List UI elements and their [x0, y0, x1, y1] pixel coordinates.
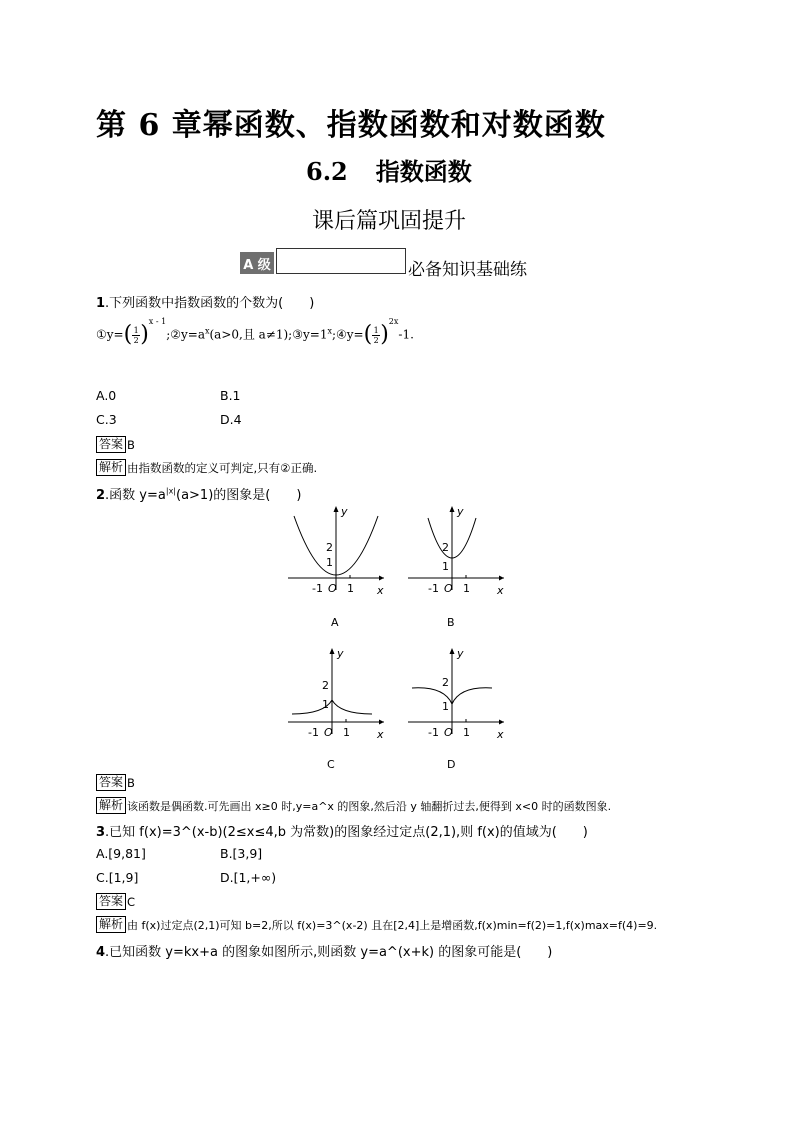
x-label: x	[497, 728, 504, 741]
y-arrow	[450, 648, 455, 654]
page-subtitle: 课后篇巩固提升	[312, 209, 467, 234]
origin-label: O	[328, 582, 337, 595]
q3-analysis	[96, 916, 657, 933]
analysis-tag: 解析	[96, 459, 126, 476]
q2-number: 2	[96, 488, 106, 503]
q3-option-c: C.[1,9]	[96, 870, 139, 885]
x-arrow	[379, 720, 384, 725]
origin-label: O	[324, 726, 333, 739]
q1-number: 1	[96, 296, 106, 311]
q1-p2: ;②y=a	[166, 327, 205, 342]
x-arrow	[499, 720, 504, 725]
q4-stem	[96, 941, 552, 960]
answer-tag: 答案	[96, 774, 126, 791]
q1-frac1-den: 2	[133, 335, 139, 345]
q1-p2-rest: (a>0,且 a≠1);③y=1	[209, 327, 328, 342]
section-heading	[306, 152, 472, 187]
y-arrow	[450, 506, 455, 512]
q2-analysis-text: 该函数是偶函数.可先画出 x≥0 时,y=a^x 的图象,然后沿 y 轴翻折过去,便得到 x<0 时的函数图象.	[127, 799, 612, 813]
q1-p3-rest: ;④y=	[331, 327, 364, 342]
x-label: x	[497, 584, 504, 597]
q1-option-d: D.4	[220, 412, 242, 427]
q2-graph-a	[280, 502, 390, 630]
section-title: 指数函数	[375, 157, 472, 186]
x-tick-1: 1	[347, 582, 354, 595]
chapter-title: 第 6 章幂函数、指数函数和对数函数	[96, 108, 606, 143]
q1-fraction-1	[132, 326, 140, 345]
x-tick-1: 1	[343, 726, 350, 739]
level-header	[240, 248, 527, 280]
y-tick-1: 1	[442, 700, 449, 713]
q2-stem	[96, 484, 301, 503]
graph-label: A	[331, 616, 339, 629]
q1-p4-rest: -1.	[398, 327, 414, 342]
q1-frac2-den: 2	[373, 335, 379, 345]
q2-analysis	[96, 797, 611, 814]
graph-label: D	[447, 758, 456, 771]
y-tick-1: 1	[326, 556, 333, 569]
q3-number: 3	[96, 825, 106, 840]
y-label: y	[457, 505, 464, 518]
q1-option-b: B.1	[220, 388, 241, 403]
y-label: y	[457, 647, 464, 660]
q1-p4-exp: 2x	[388, 316, 399, 326]
curve-right	[452, 688, 492, 704]
q2-answer-value: B	[127, 775, 135, 790]
origin-label: O	[444, 582, 453, 595]
q3-answer	[96, 893, 135, 910]
q1-frac1-num: 1	[133, 325, 139, 335]
y-tick-1: 1	[442, 560, 449, 573]
y-tick-2: 2	[442, 541, 449, 554]
q3-option-d: D.[1,+∞)	[220, 870, 277, 885]
curve-right	[332, 700, 372, 714]
y-tick-2: 2	[442, 676, 449, 689]
level-title: 必备知识基础练	[408, 260, 527, 280]
y-arrow	[330, 648, 335, 654]
q1-answer-value: B	[127, 437, 135, 452]
q4-number: 4	[96, 945, 106, 960]
q1-option-a: A.0	[96, 388, 117, 403]
x-tick-neg1: -1	[428, 582, 439, 595]
q1-analysis-text: 由指数函数的定义可判定,只有②正确.	[127, 460, 318, 475]
q2-graph-b	[400, 502, 510, 630]
q2-stem-exp: |x|	[165, 486, 176, 496]
section-number: 6.2	[306, 157, 348, 186]
graph-label: B	[447, 616, 455, 629]
graph-label: C	[327, 758, 335, 771]
x-arrow	[499, 576, 504, 581]
x-label: x	[377, 584, 384, 597]
q1-option-c: C.3	[96, 412, 117, 427]
y-tick-2: 2	[326, 541, 333, 554]
q1-frac2-num: 1	[373, 325, 379, 335]
q3-stem-text: .已知 f(x)=3^(x-b)(2≤x≤4,b 为常数)的图象经过定点(2,1),则 f(x)的值域为( )	[105, 825, 588, 840]
analysis-tag: 解析	[96, 916, 126, 933]
level-blank-box	[276, 248, 406, 274]
q1-analysis	[96, 459, 317, 476]
q2-answer	[96, 774, 135, 791]
y-label: y	[341, 505, 348, 518]
q4-stem-text: .已知函数 y=kx+a 的图象如图所示,则函数 y=a^(x+k) 的图象可能是( )	[105, 945, 553, 960]
y-arrow	[334, 506, 339, 512]
x-tick-1: 1	[463, 582, 470, 595]
level-badge: A 级	[240, 252, 274, 274]
q3-stem	[96, 821, 588, 840]
q2-graph-c	[280, 644, 390, 772]
q3-answer-value: C	[127, 894, 136, 909]
y-tick-2: 2	[322, 679, 329, 692]
q3-option-a: A.[9,81]	[96, 846, 146, 861]
x-label: x	[377, 728, 384, 741]
origin-label: O	[444, 726, 453, 739]
x-tick-neg1: -1	[312, 582, 323, 595]
x-tick-neg1: -1	[428, 726, 439, 739]
y-tick-1: 1	[322, 698, 329, 711]
q1-mark-1: ①	[96, 327, 107, 342]
answer-tag: 答案	[96, 436, 126, 453]
q2-graph-d	[400, 644, 510, 772]
q3-option-b: B.[3,9]	[220, 846, 263, 861]
q1-formula: ①y=( $\frac{1}{2}$ )$^{x - 1};②y=a^x(a>0$,且 $a\ne 1);③y=1^x;④y=$( $\frac{1}{2}$ )$^{2x}$-1.	[96, 316, 414, 347]
q1-stem	[96, 292, 314, 311]
q1-p1-lhs: y=	[106, 327, 124, 342]
q3-analysis-text: 由 f(x)过定点(2,1)可知 b=2,所以 f(x)=3^(x-2) 且在[2,4]上是增函数,f(x)min=f(2)=1,f(x)max=f(4)=9.	[127, 918, 658, 932]
q1-p1-exp: x - 1	[148, 316, 167, 326]
q1-answer	[96, 436, 135, 453]
analysis-tag: 解析	[96, 797, 126, 814]
q1-p3-exp: x	[327, 326, 332, 336]
answer-tag: 答案	[96, 893, 126, 910]
q2-stem-rest: (a>1)的图象是( )	[176, 488, 302, 503]
x-tick-neg1: -1	[308, 726, 319, 739]
q2-stem-text: .函数 y=a	[105, 488, 166, 503]
q1-p2-exp: x	[204, 326, 210, 336]
x-arrow	[379, 576, 384, 581]
q1-stem-text: .下列函数中指数函数的个数为( )	[105, 296, 315, 311]
y-label: y	[337, 647, 344, 660]
q1-fraction-2	[372, 326, 380, 345]
x-tick-1: 1	[463, 726, 470, 739]
